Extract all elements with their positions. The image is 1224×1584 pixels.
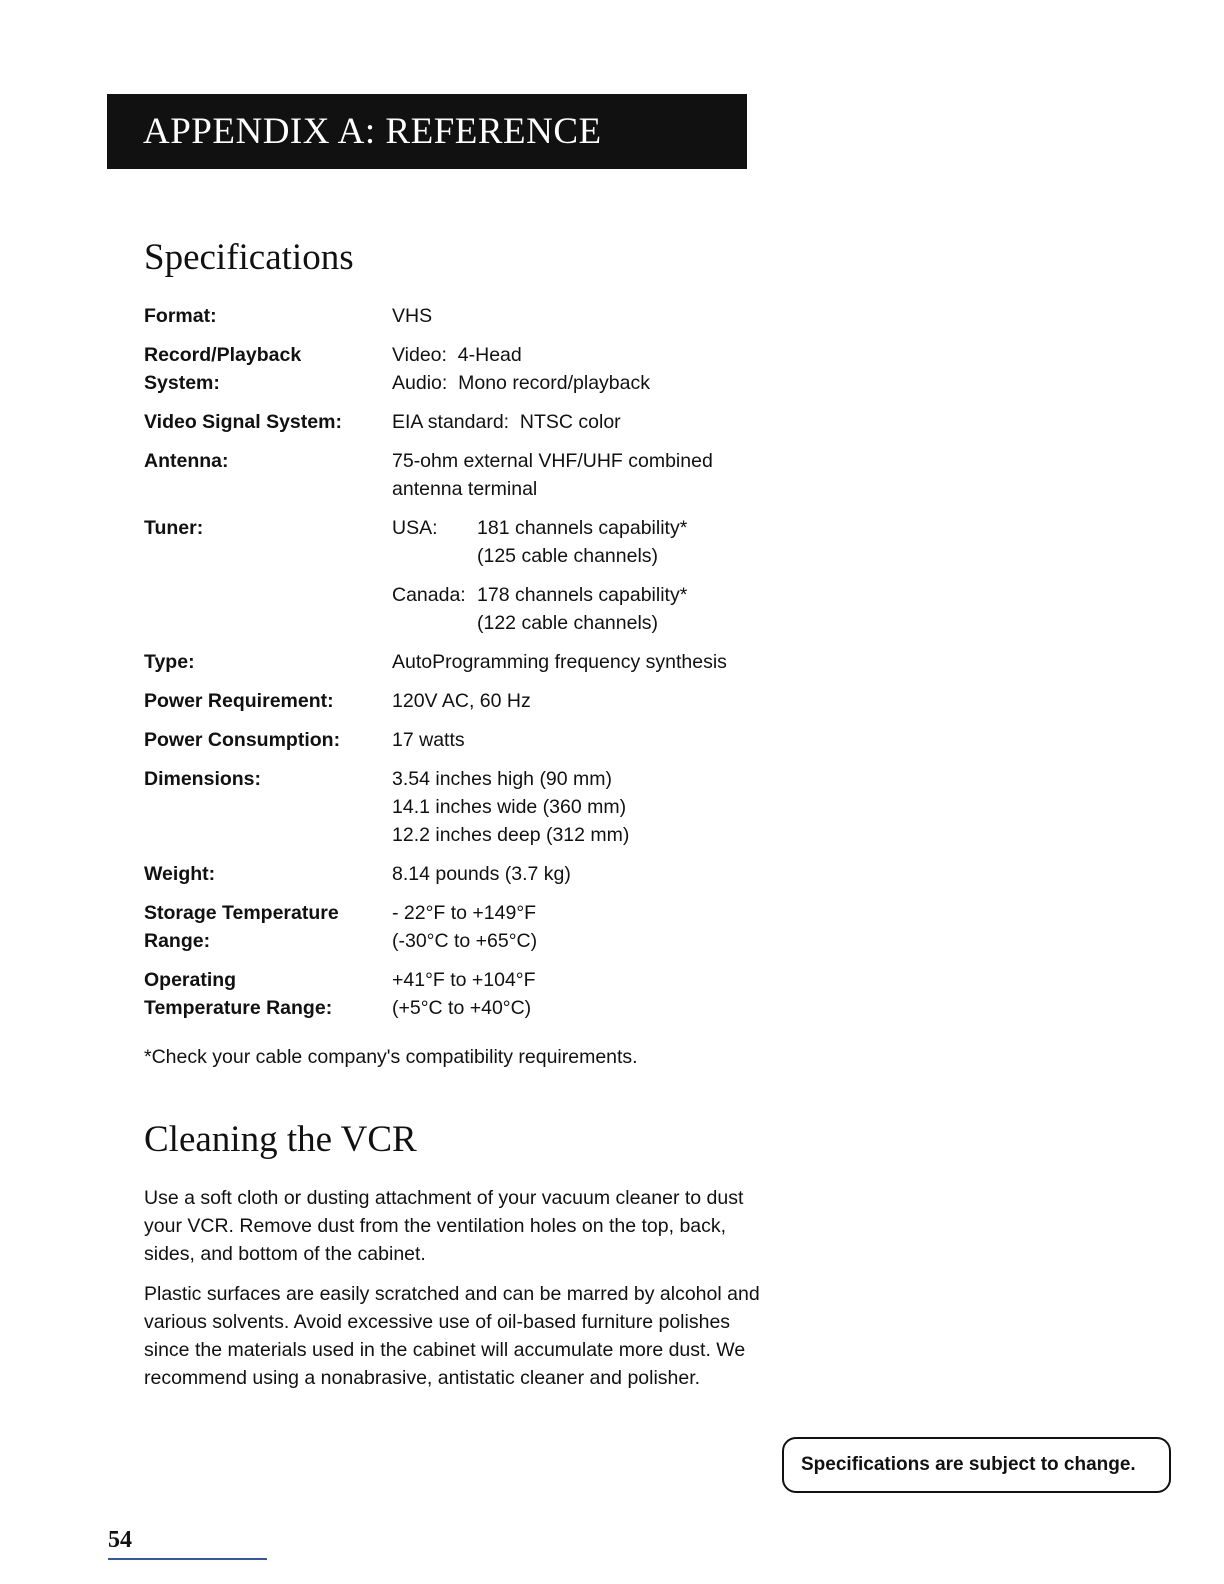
tuner-capability: 181 channels capability* — [477, 517, 688, 539]
specifications-heading: Specifications — [144, 237, 354, 278]
spec-value-line: 75-ohm external VHF/UHF combined — [392, 450, 713, 472]
specifications-notice-text: Specifications are subject to change. — [801, 1454, 1136, 1475]
spec-value-line: Video: 4-Head — [392, 344, 522, 366]
spec-value — [392, 726, 465, 754]
spec-label: Video Signal System: — [144, 411, 342, 433]
cleaning-paragraph: Use a soft cloth or dusting attachment of your vacuum cleaner to dust your VCR. Remove dust from the ventilation holes on the top, back, sides, and bottom of the cabinet. — [144, 1187, 744, 1265]
tuner-capability: 178 channels capability* — [477, 584, 688, 606]
specifications-table — [144, 302, 784, 1033]
spec-value — [392, 687, 531, 715]
spec-value-line: 17 watts — [392, 729, 465, 751]
spec-value — [392, 966, 536, 1022]
spec-row-power-requirement — [144, 687, 784, 715]
tuner-group-usa — [392, 514, 687, 570]
spec-value-line: AutoProgramming frequency synthesis — [392, 651, 727, 673]
spec-row-type — [144, 648, 784, 676]
spec-value-line: antenna terminal — [392, 478, 538, 500]
spec-row-video-signal — [144, 408, 784, 436]
spec-value-line: 14.1 inches wide (360 mm) — [392, 796, 627, 818]
spec-label: Power Consumption: — [144, 729, 341, 751]
tuner-cable-channels: (122 cable channels) — [477, 612, 659, 634]
spec-label: Weight: — [144, 863, 216, 885]
spec-row-weight — [144, 860, 784, 888]
spec-label: Type: — [144, 651, 195, 673]
spec-value-line: EIA standard: NTSC color — [392, 411, 621, 433]
spec-row-antenna — [144, 447, 784, 503]
spec-value-line: 3.54 inches high (90 mm) — [392, 768, 613, 790]
spec-row-format — [144, 302, 784, 330]
specifications-notice-box — [782, 1437, 1171, 1493]
spec-value-line: - 22°F to +149°F — [392, 902, 537, 924]
spec-value-line: 120V AC, 60 Hz — [392, 690, 531, 712]
spec-value — [392, 765, 629, 849]
spec-value — [392, 447, 713, 503]
spec-value-line: 12.2 inches deep (312 mm) — [392, 824, 630, 846]
tuner-country-spacer — [392, 609, 477, 637]
spec-row-storage-temperature — [144, 899, 784, 955]
spec-label: Tuner: — [144, 517, 204, 539]
tuner-country: Canada: — [392, 584, 466, 606]
spec-label: Record/Playback System: — [144, 344, 302, 394]
spec-label: Operating Temperature Range: — [144, 969, 333, 1019]
tuner-cable-channels: (125 cable channels) — [477, 545, 659, 567]
appendix-banner — [107, 94, 747, 169]
spec-value — [392, 514, 687, 637]
tuner-line — [392, 581, 687, 609]
tuner-group-canada — [392, 581, 687, 637]
spec-value — [392, 648, 727, 676]
spec-label: Dimensions: — [144, 768, 262, 790]
tuner-line — [392, 609, 687, 637]
spec-value — [392, 302, 432, 330]
spec-value-line: Audio: Mono record/playback — [392, 372, 650, 394]
compatibility-footnote: *Check your cable company's compatibility requirements. — [144, 1046, 638, 1068]
spec-row-tuner — [144, 514, 784, 637]
spec-value-line: (+5°C to +40°C) — [392, 997, 532, 1019]
spec-value — [392, 860, 571, 888]
spec-label: Storage Temperature Range: — [144, 902, 339, 952]
page-number-rule — [108, 1558, 267, 1560]
cleaning-paragraph: Plastic surfaces are easily scratched and can be marred by alcohol and various solvents. Avoid excessive use of oil-based furniture polishes since the materials used in the cabinet will accumulate more dust. We recommend using a nonabrasive, antistatic cleaner and polisher. — [144, 1283, 760, 1389]
tuner-line — [392, 514, 687, 542]
spec-value-line: 8.14 pounds (3.7 kg) — [392, 863, 571, 885]
spec-row-operating-temperature — [144, 966, 784, 1022]
spec-label: Format: — [144, 305, 217, 327]
tuner-country-spacer — [392, 542, 477, 570]
spec-value — [392, 899, 537, 955]
spec-value-line: VHS — [392, 305, 433, 327]
spec-value-line: +41°F to +104°F — [392, 969, 536, 991]
tuner-line — [392, 542, 687, 570]
spec-value — [392, 408, 621, 436]
spec-label: Power Requirement: — [144, 690, 334, 712]
cleaning-heading: Cleaning the VCR — [144, 1119, 417, 1160]
appendix-title: APPENDIX A: REFERENCE — [143, 111, 602, 152]
spec-row-record-playback — [144, 341, 784, 397]
spec-value — [392, 341, 650, 397]
tuner-country: USA: — [392, 517, 438, 539]
spec-label: Antenna: — [144, 450, 229, 472]
spec-row-power-consumption — [144, 726, 784, 754]
spec-row-dimensions — [144, 765, 784, 849]
spec-value-line: (-30°C to +65°C) — [392, 930, 538, 952]
page-number: 54 — [108, 1527, 132, 1553]
